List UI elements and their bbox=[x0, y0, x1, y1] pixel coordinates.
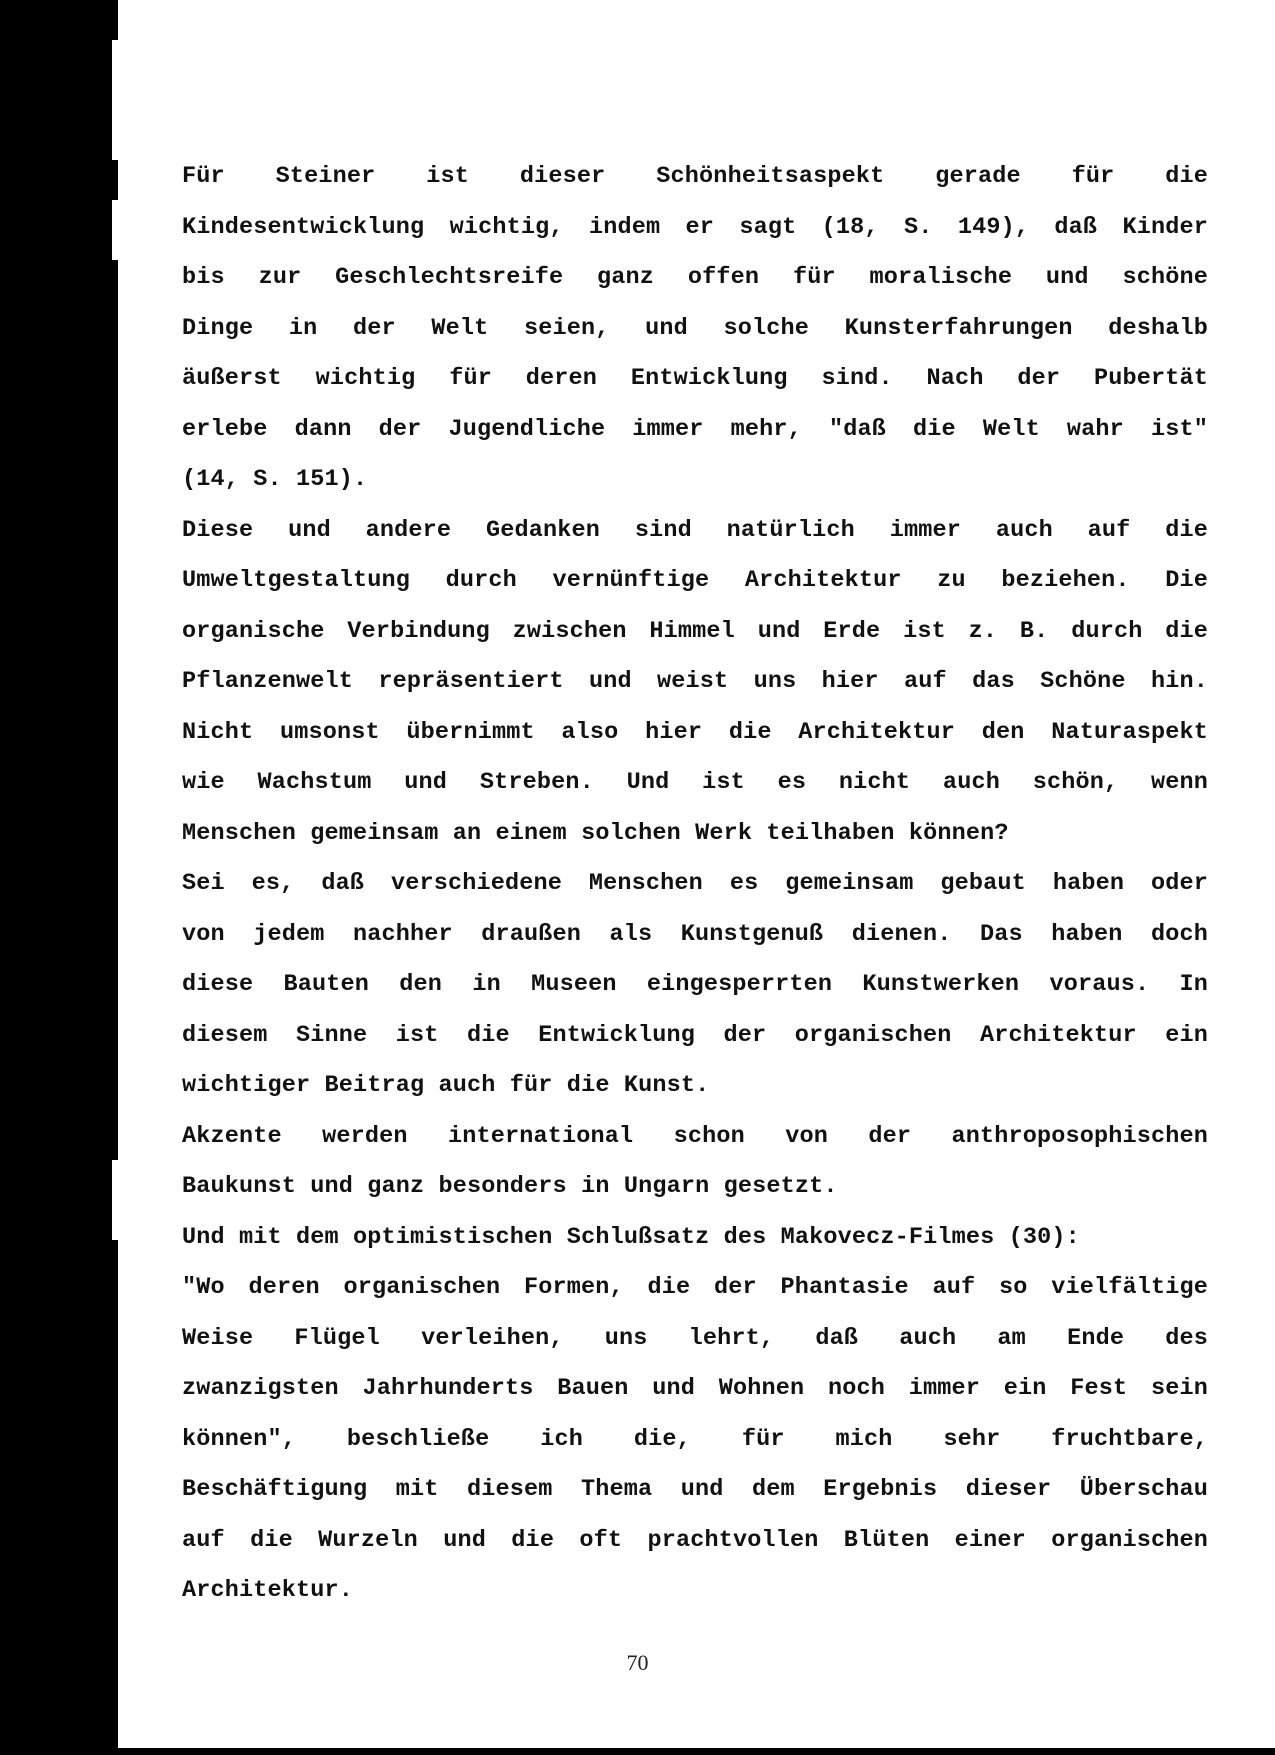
text-line: Dinge in der Welt seien, und solche Kunsterfahrungen deshalb bbox=[182, 314, 1208, 342]
text-line: diese Bauten den in Museen eingesperrten Kunstwerken voraus. In bbox=[182, 971, 1208, 998]
text-line: von jedem nachher draußen als Kunstgenuß dienen. Das haben doch bbox=[182, 920, 1208, 948]
text-line: erlebe dann der Jugendliche immer mehr, "daß die Welt wahr ist" bbox=[182, 415, 1208, 443]
text-line: Für Steiner ist dieser Schönheitsaspekt gerade für die bbox=[182, 163, 1208, 190]
text-line: Umweltgestaltung durch vernünftige Architektur zu beziehen. Die bbox=[182, 567, 1208, 594]
text-line: wie Wachstum und Streben. Und ist es nicht auch schön, wenn bbox=[182, 769, 1208, 796]
text-line: Beschäftigung mit diesem Thema und dem Ergebnis dieser Überschau bbox=[182, 1476, 1208, 1503]
text-line: organische Verbindung zwischen Himmel und Erde ist z. B. durch die bbox=[182, 617, 1208, 645]
text-line: Nicht umsonst übernimmt also hier die Architektur den Naturaspekt bbox=[182, 718, 1208, 746]
scan-edge-notch bbox=[112, 200, 120, 260]
text-line: diesem Sinne ist die Entwicklung der organischen Architektur ein bbox=[182, 1021, 1208, 1049]
text-line: Pflanzenwelt repräsentiert und weist uns hier auf das Schöne hin. bbox=[182, 668, 1208, 695]
text-line: zwanzigsten Jahrhunderts Bauen und Wohnen noch immer ein Fest sein bbox=[182, 1375, 1208, 1402]
text-line: (14, S. 151). bbox=[182, 466, 368, 493]
text-line: Architektur. bbox=[182, 1577, 354, 1604]
text-line: Und mit dem optimistischen Schlußsatz des Makovecz-Filmes (30): bbox=[182, 1223, 1080, 1251]
scan-binding-edge bbox=[0, 0, 118, 1755]
text-line: äußerst wichtig für deren Entwicklung sind. Nach der Pubertät bbox=[182, 365, 1208, 392]
text-line: auf die Wurzeln und die oft prachtvollen Blüten einer organischen bbox=[182, 1526, 1208, 1554]
text-line: können", beschließe ich die, für mich sehr fruchtbare, bbox=[182, 1425, 1208, 1453]
page-number: 70 bbox=[626, 1650, 649, 1675]
text-line: Sei es, daß verschiedene Menschen es gemeinsam gebaut haben oder bbox=[182, 870, 1208, 897]
text-line: Baukunst und ganz besonders in Ungarn gesetzt. bbox=[182, 1173, 838, 1200]
body-text bbox=[182, 152, 1208, 1617]
text-line: "Wo deren organischen Formen, die der Phantasie auf so vielfältige bbox=[182, 1274, 1208, 1301]
text-line: Menschen gemeinsam an einem solchen Werk teilhaben können? bbox=[182, 819, 1009, 847]
text-line: Diese und andere Gedanken sind natürlich immer auch auf die bbox=[182, 516, 1208, 544]
text-line: Kindesentwicklung wichtig, indem er sagt (18, S. 149), daß Kinder bbox=[182, 213, 1208, 241]
text-line: wichtiger Beitrag auch für die Kunst. bbox=[182, 1072, 710, 1099]
scan-edge-notch bbox=[112, 40, 120, 160]
text-line: Akzente werden international schon von der anthroposophischen bbox=[182, 1122, 1208, 1150]
text-line: bis zur Geschlechtsreife ganz offen für moralische und schöne bbox=[182, 264, 1208, 291]
scan-edge-notch bbox=[112, 1160, 120, 1240]
text-line: Weise Flügel verleihen, uns lehrt, daß auch am Ende des bbox=[182, 1324, 1208, 1352]
scan-bottom-edge bbox=[118, 1748, 1275, 1755]
